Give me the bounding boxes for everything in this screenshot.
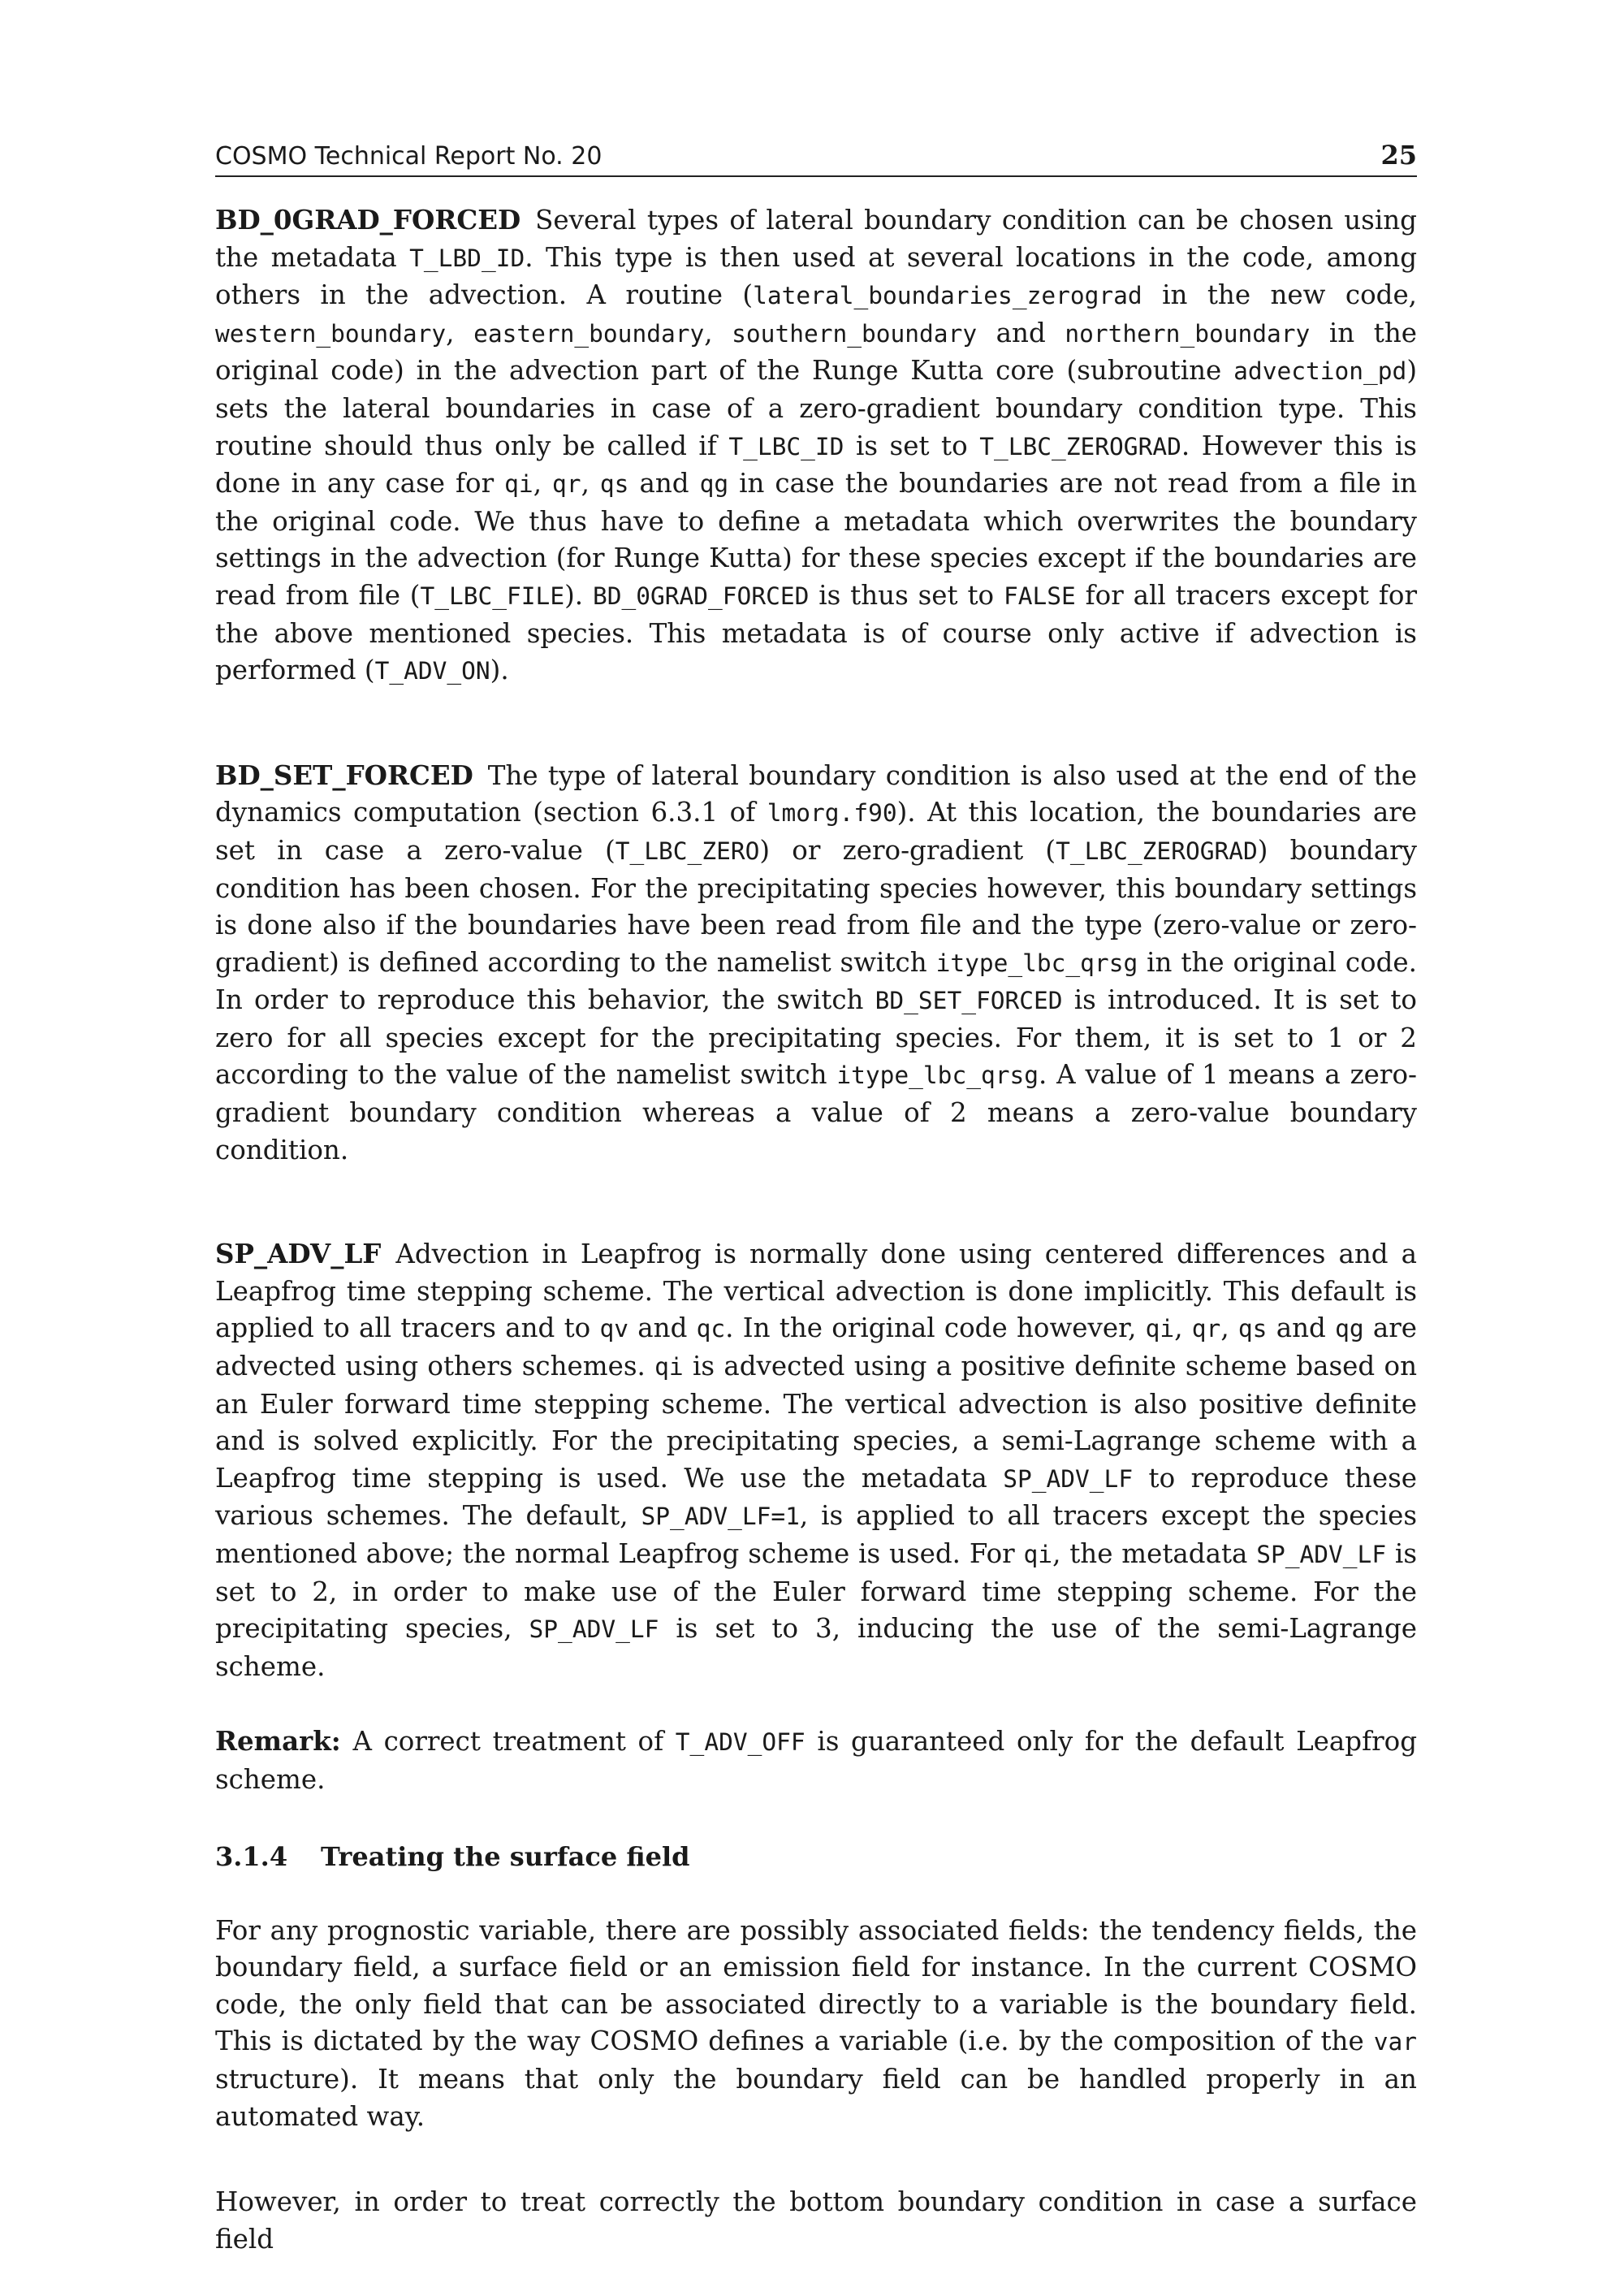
page: [215, 140, 1417, 2258]
text: . In the original code however,: [725, 1312, 1146, 1344]
text: is set to 3, inducing the use of the semi-Lagrange scheme.: [215, 1613, 1417, 1682]
code: T_ADV_OFF: [675, 1728, 806, 1757]
code: lateral_boundaries_zerograd: [753, 282, 1142, 310]
text: , is applied to all tracers except the species mentioned above; the normal Leapfrog scheme is used. For: [215, 1500, 1417, 1569]
text: ,: [581, 468, 600, 499]
code: SP_ADV_LF: [1003, 1464, 1134, 1493]
code: qc: [696, 1315, 726, 1343]
text: For any prognostic variable, there are possibly associated fields: the tendency fields, the boundary field, a surface field or an emission field for instance. In the current COSMO code, the only field that can be associated directly to a variable is the boundary field. This is dictated by the way COSMO defines a variable (i.e. by the composition of the: [215, 1914, 1417, 2057]
text: in the new code,: [1142, 279, 1418, 311]
code: BD_SET_FORCED: [875, 987, 1063, 1015]
text: is thus set to: [809, 579, 1004, 611]
spadv-title: SP_ADV_LF: [215, 1238, 382, 1270]
text: is guaranteed only for the default Leapfrog scheme.: [215, 1726, 1417, 1795]
surface-paragraph-2: [215, 2184, 1417, 2258]
code: itype_lbc_qrsg: [935, 949, 1138, 977]
code: qs: [1237, 1315, 1268, 1343]
code: western_boundary: [215, 319, 447, 348]
bdset-paragraph: [215, 757, 1417, 1170]
text: . A value of 1 means a zero-gradient boundary condition whereas a value of 2 means a zero-value boundary condition.: [215, 1059, 1418, 1165]
code: qr: [552, 470, 581, 499]
text: ).: [564, 579, 593, 611]
text: and: [628, 1312, 697, 1344]
text: However, in order to treat correctly the bottom boundary condition in case a surface field: [215, 2186, 1417, 2255]
code: itype_lbc_qrsg: [836, 1062, 1039, 1090]
text: in the original code) in the advection part of the Runge Kutta core (subroutine: [215, 317, 1417, 387]
remark-label: Remark:: [215, 1725, 341, 1758]
surface-paragraph-1: [215, 1913, 1417, 2136]
bd0grad-paragraph: [215, 201, 1417, 690]
text: ,: [1220, 1312, 1238, 1344]
text: ) sets the lateral boundaries in case of a zero-gradient boundary condition type. This routine should thus only be called if: [215, 355, 1417, 461]
text: A correct treatment of: [340, 1726, 676, 1758]
code: SP_ADV_LF: [1256, 1541, 1387, 1568]
code: T_LBC_ZERO: [615, 837, 760, 865]
code: advection_pd: [1233, 357, 1407, 386]
text: and: [1267, 1312, 1336, 1344]
code: qi: [1145, 1315, 1175, 1343]
code: qg: [699, 470, 729, 499]
code: T_LBD_ID: [409, 244, 525, 272]
text: ,: [533, 468, 553, 499]
code: T_LBC_ZEROGRAD: [979, 432, 1181, 460]
section-number: 3.1.4: [215, 1840, 288, 1872]
code: T_ADV_ON: [374, 657, 490, 685]
bdset-title: BD_SET_FORCED: [215, 759, 473, 791]
text: ,: [446, 317, 474, 348]
code: var: [1373, 2028, 1417, 2056]
code: qr: [1191, 1315, 1221, 1343]
text: ). At this location, the boundaries are set in case a zero-value (: [215, 797, 1418, 866]
text: in the original code. In order to reproduce this behavior, the switch: [215, 946, 1417, 1016]
code: T_LBC_ID: [728, 432, 844, 460]
code: eastern_boundary: [473, 319, 705, 348]
text: is set to: [844, 430, 980, 461]
text: and: [628, 468, 700, 499]
text: is set to 2, in order to make use of the Euler forward time stepping scheme. For the precipitating species,: [215, 1538, 1417, 1645]
remark-paragraph: [215, 1723, 1417, 1798]
text: Advection in Leapfrog is normally done using centered differences and a Leapfrog time stepping scheme. The vertical advection is done implicitly. This default is applied to all tracers and to: [215, 1239, 1417, 1344]
code: T_LBC_FILE: [420, 582, 565, 610]
code: lmorg.f90: [767, 799, 897, 828]
code: T_LBC_ZEROGRAD: [1056, 837, 1258, 865]
code: northern_boundary: [1065, 319, 1311, 348]
code: qi: [504, 470, 533, 499]
code: southern_boundary: [732, 319, 978, 348]
code: qi: [654, 1353, 684, 1381]
text: for all tracers except for the above mentioned species. This metadata is of course only active if advection is performed (: [215, 579, 1417, 686]
text: ,: [704, 317, 732, 348]
text: to reproduce these various schemes. The default,: [215, 1462, 1417, 1532]
text: Several types of lateral boundary condition can be chosen using the metadata: [215, 205, 1417, 273]
text: and: [977, 317, 1065, 348]
text: ) or zero-gradient (: [759, 834, 1056, 866]
text: . However this is done in any case for: [215, 430, 1417, 499]
code: qg: [1335, 1315, 1364, 1343]
text: is introduced. It is set to zero for all species except for the precipitating species. For them, it is set to 1 or 2 according to the value of the namelist switch: [215, 984, 1417, 1091]
code: qs: [599, 470, 629, 499]
code: qi: [1023, 1541, 1053, 1568]
section-title: Treating the surface field: [321, 1840, 690, 1872]
text: is advected using a positive definite scheme based on an Euler forward time stepping scheme. The vertical advection is also positive definite and is solved explicitly. For the precipitating species, a semi-Lagrange scheme with a Leapfrog time stepping is used. We use the metadata: [215, 1351, 1418, 1494]
code: SP_ADV_LF: [529, 1615, 659, 1644]
code: SP_ADV_LF=1: [641, 1503, 800, 1531]
text: are advected using others schemes.: [215, 1312, 1417, 1382]
code: BD_0GRAD_FORCED: [592, 582, 810, 610]
text: . This type is then used at several locations in the code, among others in the advection. A routine (: [215, 241, 1417, 311]
text: ).: [490, 655, 509, 686]
text: ,: [1174, 1312, 1192, 1344]
code: FALSE: [1003, 582, 1076, 610]
spadv-paragraph: [215, 1235, 1417, 1685]
section-heading: [215, 1841, 1417, 1872]
text: in case the boundaries are not read from a file in the original code. We thus have to define a metadata which overwrites the boundary settings in the advection (for Runge Kutta) for these species except if the boundaries are read from file (: [215, 468, 1418, 611]
header-title: COSMO Technical Report No. 20: [215, 142, 603, 171]
page-number: 25: [1380, 140, 1417, 171]
text: , the metadata: [1052, 1538, 1257, 1569]
running-header: [215, 140, 1417, 177]
text: The type of lateral boundary condition is also used at the end of the dynamics computation (section 6.3.1 of: [215, 759, 1417, 828]
bd0grad-title: BD_0GRAD_FORCED: [215, 204, 521, 236]
text: structure). It means that only the boundary field can be handled properly in an automated way.: [215, 2063, 1417, 2132]
code: qv: [599, 1315, 629, 1343]
text: ) boundary condition has been chosen. For the precipitating species however, this boundary settings is done also if the boundaries have been read from file and the type (zero-value or zero-gradient) is defined according to the namelist switch: [215, 834, 1417, 978]
